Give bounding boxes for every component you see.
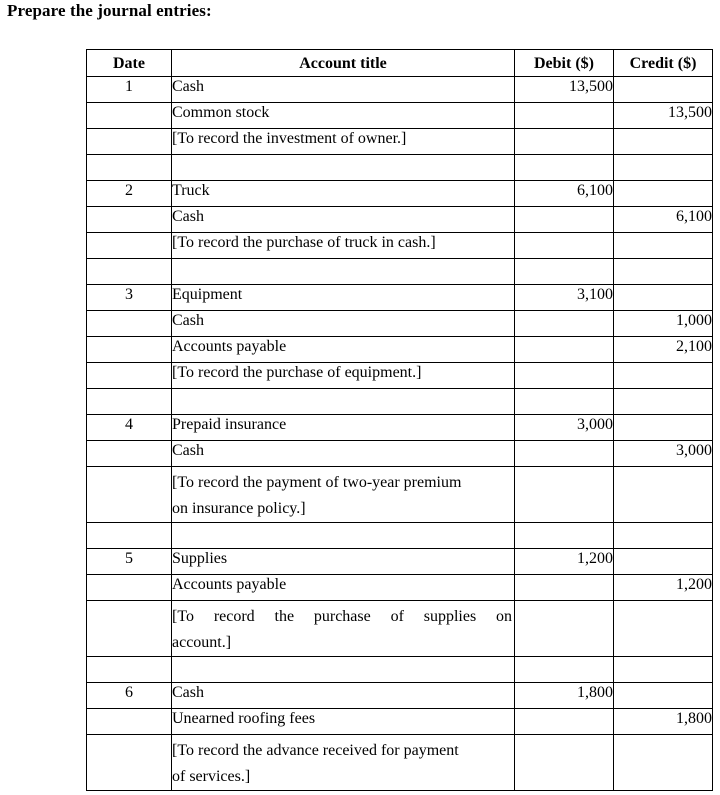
header-row [87, 50, 713, 77]
narration-cell: [To record the investment of owner.] [172, 129, 515, 155]
credit-amount [614, 415, 713, 441]
narration-cell: [To record the purchase of truck in cash.] [172, 233, 515, 259]
credit-amount [614, 285, 713, 311]
table-row [87, 601, 713, 657]
date-cell [87, 467, 172, 523]
account-title-cell: Cash [172, 683, 515, 709]
debit-amount [515, 103, 614, 129]
account-title-cell: Accounts payable [172, 575, 515, 601]
narration-line: account.] [172, 634, 232, 651]
table-row [87, 103, 713, 129]
credit-amount [614, 363, 713, 389]
account-title-cell: Cash [172, 207, 515, 233]
date-cell [87, 129, 172, 155]
narration-line: [To record the payment of two-year premium [172, 474, 462, 491]
debit-amount [515, 337, 614, 363]
table-row [87, 233, 713, 259]
debit-amount [515, 441, 614, 467]
entry-date: 6 [87, 683, 172, 709]
credit-amount [614, 549, 713, 575]
table-row [87, 285, 713, 311]
account-title-cell: Common stock [172, 103, 515, 129]
debit-amount [515, 233, 614, 259]
narration-cell: [To record the purchase of equipment.] [172, 363, 515, 389]
date-cell [87, 207, 172, 233]
debit-amount [515, 207, 614, 233]
table-row [87, 709, 713, 735]
debit-amount: 1,200 [515, 549, 614, 575]
narration-line: of services.] [172, 768, 251, 785]
narration-cell [172, 467, 515, 523]
debit-amount [515, 575, 614, 601]
debit-amount [515, 709, 614, 735]
credit-amount: 1,200 [614, 575, 713, 601]
table-row [87, 549, 713, 575]
account-title-cell: Equipment [172, 285, 515, 311]
table-row [87, 441, 713, 467]
entry-date: 3 [87, 285, 172, 311]
credit-amount [614, 601, 713, 657]
table-row [87, 129, 713, 155]
table-row [87, 77, 713, 103]
account-column-header: Account title [172, 50, 515, 77]
credit-amount [614, 77, 713, 103]
debit-amount: 3,000 [515, 415, 614, 441]
account-title-cell: Cash [172, 311, 515, 337]
account-title-cell: Prepaid insurance [172, 415, 515, 441]
table-row [87, 337, 713, 363]
entry-date: 4 [87, 415, 172, 441]
date-cell [87, 311, 172, 337]
date-cell [87, 735, 172, 791]
date-cell [87, 601, 172, 657]
account-title-cell: Cash [172, 441, 515, 467]
account-title-cell: Supplies [172, 549, 515, 575]
credit-amount [614, 467, 713, 523]
date-cell [87, 709, 172, 735]
debit-amount [515, 735, 614, 791]
narration-cell [172, 601, 515, 657]
table-row [87, 363, 713, 389]
account-title-cell: Unearned roofing fees [172, 709, 515, 735]
credit-amount [614, 735, 713, 791]
blank-spacer-row [87, 155, 713, 181]
debit-amount [515, 363, 614, 389]
credit-amount: 1,000 [614, 311, 713, 337]
credit-amount: 13,500 [614, 103, 713, 129]
debit-amount [515, 311, 614, 337]
debit-amount [515, 129, 614, 155]
account-title-cell: Truck [172, 181, 515, 207]
date-cell [87, 233, 172, 259]
narration-line: on insurance policy.] [172, 500, 306, 517]
blank-spacer-row [87, 259, 713, 285]
table-row [87, 311, 713, 337]
blank-spacer-row [87, 523, 713, 549]
narration-cell [172, 735, 515, 791]
table-row [87, 415, 713, 441]
narration-line: [To record the purchase of supplies on [172, 608, 512, 625]
date-cell [87, 575, 172, 601]
entry-date: 2 [87, 181, 172, 207]
table-row [87, 181, 713, 207]
debit-amount: 13,500 [515, 77, 614, 103]
debit-amount [515, 601, 614, 657]
table-row [87, 683, 713, 709]
credit-amount: 6,100 [614, 207, 713, 233]
account-title-cell: Accounts payable [172, 337, 515, 363]
credit-column-header: Credit ($) [614, 50, 713, 77]
table-row [87, 735, 713, 791]
credit-amount: 2,100 [614, 337, 713, 363]
date-cell [87, 103, 172, 129]
debit-amount: 3,100 [515, 285, 614, 311]
page-heading: Prepare the journal entries: [7, 1, 212, 20]
blank-spacer-row [87, 389, 713, 415]
date-cell [87, 337, 172, 363]
debit-amount [515, 467, 614, 523]
entry-date: 5 [87, 549, 172, 575]
date-cell [87, 363, 172, 389]
credit-amount [614, 181, 713, 207]
credit-amount [614, 233, 713, 259]
table-row [87, 575, 713, 601]
account-title-cell: Cash [172, 77, 515, 103]
debit-amount: 1,800 [515, 683, 614, 709]
date-cell [87, 441, 172, 467]
journal-table [86, 49, 713, 791]
date-column-header: Date [87, 50, 172, 77]
credit-amount: 1,800 [614, 709, 713, 735]
table-row [87, 207, 713, 233]
debit-amount: 6,100 [515, 181, 614, 207]
credit-amount: 3,000 [614, 441, 713, 467]
debit-column-header: Debit ($) [515, 50, 614, 77]
credit-amount [614, 683, 713, 709]
entry-date: 1 [87, 77, 172, 103]
narration-line: [To record the advance received for payment [172, 742, 459, 759]
table-row [87, 467, 713, 523]
credit-amount [614, 129, 713, 155]
blank-spacer-row [87, 657, 713, 683]
